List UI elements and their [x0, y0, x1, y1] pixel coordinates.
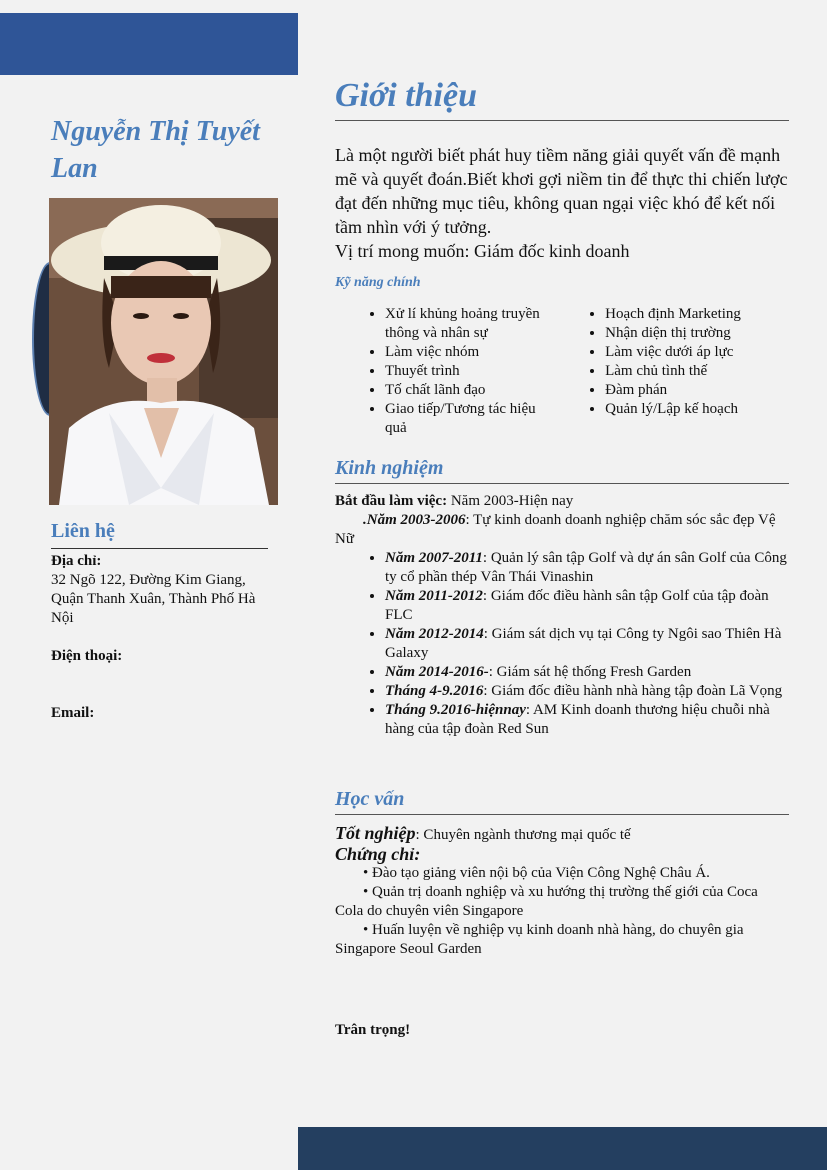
experience-item: [385, 625, 789, 663]
address-value: 32 Ngõ 122, Đường Kim Giang, Quận Thanh Xuân, Thành Phố Hà Nội: [51, 572, 256, 626]
start-value: Năm 2003-Hiện nay: [447, 493, 574, 509]
skills-heading: Kỹ năng chính: [335, 275, 421, 290]
intro-paragraph: Là một người biết phát huy tiềm năng giải quyết vấn đề mạnh mẽ và quyết đoán.Biết khơi gợi niềm tin để thực thi chiến lược đạt đến những mục tiêu, không quan ngại việc khó để kết nối tầm nhìn với ý tưởng.: [335, 145, 788, 237]
skill-item: • Nhận diện thị trường: [605, 324, 789, 343]
skills-column-1: [335, 305, 555, 438]
experience-heading: Kinh nghiệm: [335, 457, 444, 479]
exp-period: Năm 2007-2011: [385, 550, 483, 566]
closing-text: Trân trọng!: [335, 1022, 411, 1038]
skill-item: • Tố chất lãnh đạo: [385, 381, 555, 400]
skill-item: • Thuyết trình: [385, 362, 555, 381]
experience-divider: [335, 483, 789, 484]
graduation-value: : Chuyên ngành thương mại quốc tế: [415, 827, 631, 843]
skills-column-2: [555, 305, 789, 438]
contact-heading: Liên hệ: [51, 520, 115, 542]
desired-position: Vị trí mong muốn: Giám đốc kinh doanh: [335, 241, 630, 261]
skills-list: [335, 305, 789, 438]
experience-item: [385, 549, 789, 587]
exp-desc: : Giám sát dịch vụ tại Công ty Ngôi sao Thiên Hà Galaxy: [385, 626, 782, 661]
skill-item: • Đàm phán: [605, 381, 789, 400]
bottom-accent-bar: [298, 1127, 827, 1170]
skill-item: • Làm việc dưới áp lực: [605, 343, 789, 362]
exp-period: Tháng 4-9.2016: [385, 683, 484, 699]
exp-desc: : Giám đốc điều hành sân tập Golf của tập đoàn FLC: [385, 588, 769, 623]
exp-period: Năm 2014-2016-: [385, 664, 489, 680]
start-label: Bắt đầu làm việc:: [335, 493, 448, 509]
exp-period: Năm 2012-2014: [385, 626, 484, 642]
exp-desc: : Giám đốc điều hành nhà hàng tập đoàn Lã Vọng: [483, 683, 783, 699]
exp-desc: : AM Kinh doanh thương hiệu chuỗi nhà hàng của tập đoàn Red Sun: [385, 702, 770, 737]
top-accent-bar: [0, 13, 298, 75]
address-label: Địa chỉ:: [51, 553, 102, 569]
skill-item: • Quản lý/Lập kế hoạch: [605, 400, 789, 419]
education-body: [335, 824, 789, 959]
certificates-label: Chứng chỉ:: [335, 844, 421, 864]
exp-period: .Năm 2003-2006: [363, 512, 466, 528]
certificate-item: • Huấn luyện về nghiệp vụ kinh doanh nhà hàng, do chuyên gia Singapore Seoul Garden: [335, 922, 744, 957]
experience-item: [385, 663, 789, 682]
skill-item: • Xử lí khủng hoảng truyền thông và nhân sự: [385, 305, 555, 343]
intro-divider: [335, 120, 789, 121]
skill-item: • Làm chủ tình thế: [605, 362, 789, 381]
skill-item: • Giao tiếp/Tương tác hiệu quả: [385, 400, 555, 438]
experience-item: [385, 682, 789, 701]
phone-label: Điện thoại:: [51, 648, 123, 664]
exp-desc: : Tự kinh doanh doanh nghiệp chăm sóc sắc đẹp Vệ Nữ: [335, 512, 776, 547]
certificate-item: • Quản trị doanh nghiệp và xu hướng thị trường thế giới của Coca Cola do chuyên viên Singapore: [335, 884, 758, 919]
email-label: Email:: [51, 705, 95, 721]
exp-period: Tháng 9.2016-hiệnnay: [385, 702, 526, 718]
education-heading: Học vấn: [335, 788, 405, 810]
skill-item: • Hoạch định Marketing: [605, 305, 789, 324]
intro-heading: Giới thiệu: [335, 77, 477, 114]
portrait-illustration: [49, 198, 278, 505]
contact-info: [51, 552, 276, 723]
contact-divider: [51, 548, 268, 549]
skill-item: • Làm việc nhóm: [385, 343, 555, 362]
exp-period: Năm 2011-2012: [385, 588, 483, 604]
exp-desc: : Giám sát hệ thống Fresh Garden: [488, 664, 692, 680]
intro-text: [335, 143, 789, 263]
experience-body: [335, 492, 789, 739]
graduation-label: Tốt nghiệp: [335, 823, 416, 843]
education-divider: [335, 814, 789, 815]
exp-desc: : Quản lý sân tập Golf và dự án sân Golf của Công ty cổ phần thép Vân Thái Vinashin: [385, 550, 787, 585]
experience-item: [385, 701, 789, 739]
certificate-item: • Đào tạo giảng viên nội bộ của Viện Công Nghệ Châu Á.: [363, 865, 710, 881]
experience-list: [335, 549, 789, 739]
candidate-name: Nguyễn Thị Tuyết Lan: [51, 116, 260, 184]
experience-item: [385, 587, 789, 625]
profile-photo: [49, 198, 278, 505]
